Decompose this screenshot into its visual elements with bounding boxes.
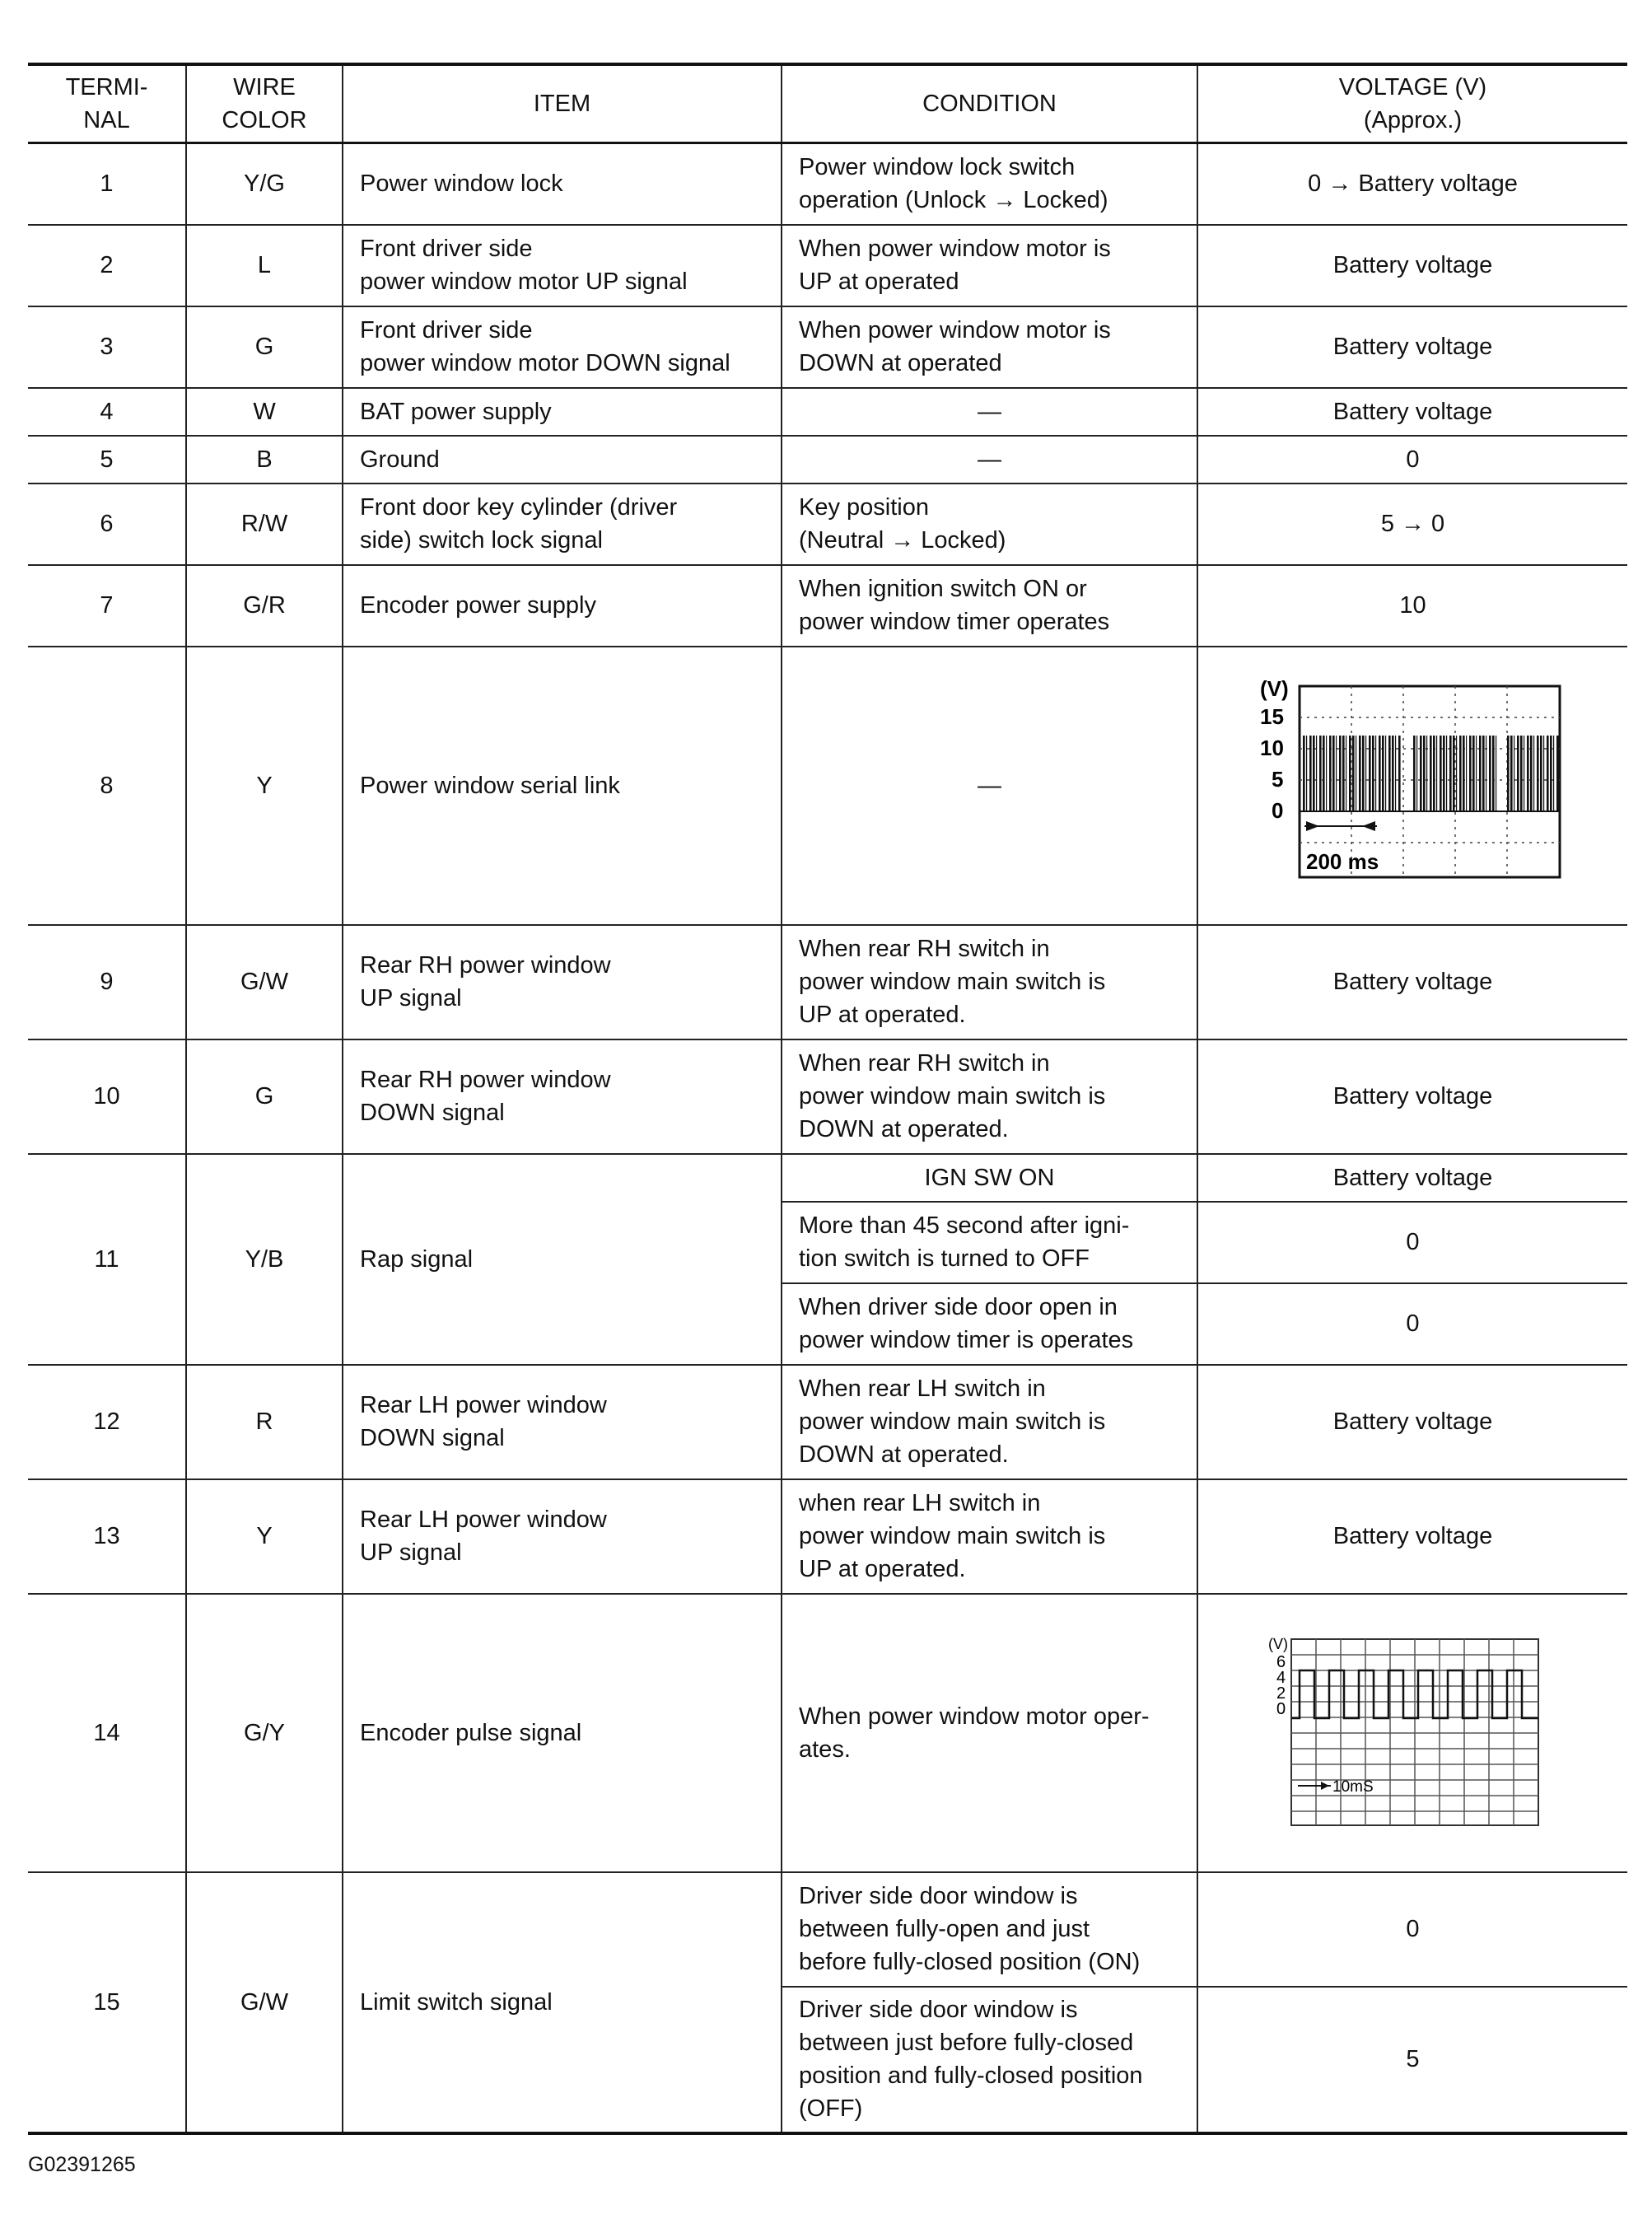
voltage-cell: Battery voltage [1197, 1365, 1627, 1479]
table-row [28, 1479, 1627, 1594]
wire-color-cell: G/W [186, 1872, 343, 2133]
wire-color-cell: L [186, 225, 343, 306]
voltage-cell: Battery voltage [1197, 306, 1627, 388]
condition-cell: Driver side door window is between just before fully-closed position and fully-closed position (OFF) [782, 1987, 1197, 2133]
timebase-arrow-icon [1321, 1782, 1329, 1790]
voltage-cell: 0 [1197, 436, 1627, 484]
condition-cell: Power window lock switch operation (Unlock → Locked) [782, 143, 1197, 225]
timebase-label: 10mS [1332, 1778, 1374, 1796]
voltage-cell: Battery voltage [1197, 925, 1627, 1039]
terminal-cell: 11 [28, 1154, 186, 1365]
serial-link-waveform [1257, 675, 1570, 897]
wire-color-cell: Y/G [186, 143, 343, 225]
condition-cell: Key position (Neutral → Locked) [782, 484, 1197, 565]
header-voltage: VOLTAGE (V) (Approx.) [1197, 64, 1627, 143]
voltage-cell: 0 [1197, 1283, 1627, 1365]
item-cell: Rear RH power window DOWN signal [343, 1039, 782, 1154]
condition-cell: Driver side door window is between fully-open and just before fully-closed position (ON) [782, 1872, 1197, 1987]
item-cell: BAT power supply [343, 388, 782, 436]
terminal-cell: 9 [28, 925, 186, 1039]
table-row [28, 1872, 1627, 1987]
header-row [28, 64, 1627, 143]
item-cell: Encoder pulse signal [343, 1594, 782, 1872]
terminal-cell: 10 [28, 1039, 186, 1154]
item-cell: Power window lock [343, 143, 782, 225]
table-row [28, 436, 1627, 484]
wire-color-cell: Y [186, 647, 343, 925]
table-row [28, 1594, 1627, 1872]
wave-tick-label: 15 [1259, 703, 1284, 729]
item-cell: Limit switch signal [343, 1872, 782, 2133]
table-row [28, 484, 1627, 565]
item-cell: Rear LH power window DOWN signal [343, 1365, 782, 1479]
item-cell: Encoder power supply [343, 565, 782, 647]
item-cell: Front driver side power window motor UP signal [343, 225, 782, 306]
item-cell: Power window serial link [343, 647, 782, 925]
terminal-cell: 15 [28, 1872, 186, 2133]
header-condition: CONDITION [782, 64, 1197, 143]
header-wire-color: WIRE COLOR [186, 64, 343, 143]
table-row [28, 1365, 1627, 1479]
timebase-label: 200 ms [1305, 848, 1379, 874]
wave-tick-label: 5 [1271, 766, 1283, 792]
table-row [28, 1154, 1627, 1202]
voltage-cell [1197, 1594, 1627, 1872]
wave-tick-label: 2 [1276, 1684, 1286, 1703]
item-cell: Rear LH power window UP signal [343, 1479, 782, 1594]
wave-pulse-trains [1303, 736, 1559, 811]
table-row [28, 143, 1627, 225]
wave-tick-label: 6 [1276, 1652, 1286, 1671]
wave-tick-label: 4 [1276, 1668, 1286, 1687]
wire-color-cell: B [186, 436, 343, 484]
condition-cell: When rear LH switch in power window main switch is DOWN at operated. [782, 1365, 1197, 1479]
condition-cell: When power window motor is DOWN at operated [782, 306, 1197, 388]
wire-color-cell: G/W [186, 925, 343, 1039]
terminal-voltage-table [28, 63, 1627, 2135]
condition-cell: IGN SW ON [782, 1154, 1197, 1202]
voltage-cell: 5 [1197, 1987, 1627, 2133]
wire-color-cell: W [186, 388, 343, 436]
terminal-cell: 2 [28, 225, 186, 306]
voltage-cell: 0 [1197, 1872, 1627, 1987]
condition-cell: More than 45 second after igni- tion switch is turned to OFF [782, 1202, 1197, 1283]
header-terminal: TERMI- NAL [28, 64, 186, 143]
voltage-cell: Battery voltage [1197, 225, 1627, 306]
terminal-cell: 7 [28, 565, 186, 647]
encoder-pulse-waveform [1265, 1634, 1561, 1832]
item-cell: Rap signal [343, 1154, 782, 1365]
terminal-cell: 14 [28, 1594, 186, 1872]
item-cell: Rear RH power window UP signal [343, 925, 782, 1039]
timebase-arrow-icon [1362, 821, 1375, 831]
condition-cell: when rear LH switch in power window main switch is UP at operated. [782, 1479, 1197, 1594]
wire-color-cell: Y/B [186, 1154, 343, 1365]
voltage-cell: Battery voltage [1197, 1479, 1627, 1594]
terminal-cell: 12 [28, 1365, 186, 1479]
table-row [28, 388, 1627, 436]
table-row [28, 647, 1627, 925]
wire-color-cell: R [186, 1365, 343, 1479]
voltage-cell: 5 → 0 [1197, 484, 1627, 565]
condition-cell: When power window motor oper- ates. [782, 1594, 1197, 1872]
voltage-cell: 10 [1197, 565, 1627, 647]
table-row [28, 925, 1627, 1039]
wave-unit-label: (V) [1259, 675, 1289, 701]
wire-color-cell: G [186, 306, 343, 388]
wave-tick-label: 0 [1271, 797, 1283, 823]
wave-grid [1291, 1639, 1538, 1825]
terminal-cell: 3 [28, 306, 186, 388]
condition-cell: When rear RH switch in power window main switch is UP at operated. [782, 925, 1197, 1039]
wire-color-cell: G/Y [186, 1594, 343, 1872]
table-row [28, 1039, 1627, 1154]
wire-color-cell: G/R [186, 565, 343, 647]
timebase-arrow-icon [1306, 821, 1319, 831]
condition-cell: When ignition switch ON or power window timer operates [782, 565, 1197, 647]
condition-cell: — [782, 436, 1197, 484]
wire-color-cell: Y [186, 1479, 343, 1594]
condition-cell: — [782, 647, 1197, 925]
terminal-cell: 4 [28, 388, 186, 436]
terminal-cell: 1 [28, 143, 186, 225]
wave-unit-label: (V) [1267, 1635, 1288, 1652]
voltage-cell: Battery voltage [1197, 388, 1627, 436]
condition-cell: When power window motor is UP at operated [782, 225, 1197, 306]
wave-tick-label: 0 [1276, 1699, 1286, 1718]
voltage-cell: 0 [1197, 1202, 1627, 1283]
condition-cell: When rear RH switch in power window main switch is DOWN at operated. [782, 1039, 1197, 1154]
terminal-cell: 13 [28, 1479, 186, 1594]
voltage-cell: Battery voltage [1197, 1154, 1627, 1202]
terminal-cell: 5 [28, 436, 186, 484]
table-row [28, 306, 1627, 388]
header-item: ITEM [343, 64, 782, 143]
condition-cell: When driver side door open in power window timer is operates [782, 1283, 1197, 1365]
wave-tick-label: 10 [1259, 735, 1284, 760]
wire-color-cell: G [186, 1039, 343, 1154]
table-row [28, 225, 1627, 306]
terminal-cell: 6 [28, 484, 186, 565]
wire-color-cell: R/W [186, 484, 343, 565]
table-row [28, 565, 1627, 647]
item-cell: Front door key cylinder (driver side) switch lock signal [343, 484, 782, 565]
terminal-cell: 8 [28, 647, 186, 925]
voltage-cell [1197, 647, 1627, 925]
condition-cell: — [782, 388, 1197, 436]
item-cell: Ground [343, 436, 782, 484]
voltage-cell: 0 → Battery voltage [1197, 143, 1627, 225]
item-cell: Front driver side power window motor DOWN signal [343, 306, 782, 388]
voltage-cell: Battery voltage [1197, 1039, 1627, 1154]
document-code: G02391265 [28, 2153, 136, 2176]
